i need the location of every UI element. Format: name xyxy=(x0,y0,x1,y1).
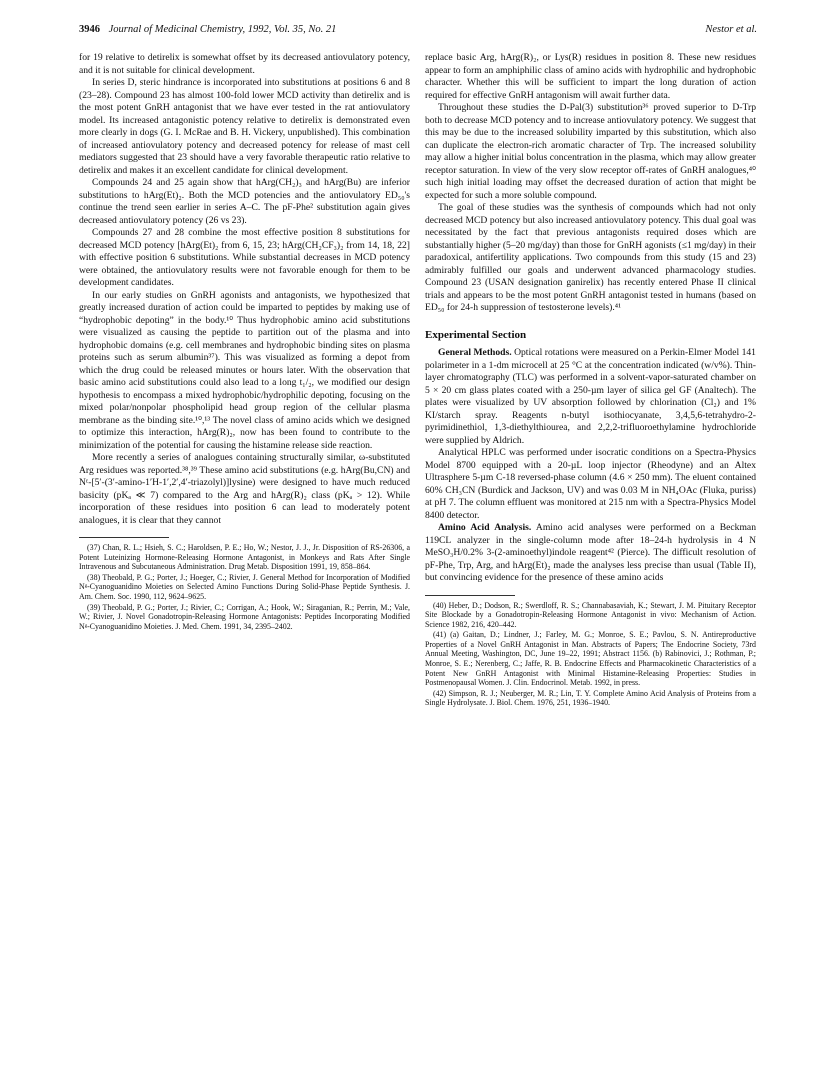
body-paragraph: More recently a series of analogues containing structurally similar, ω-substituted Arg residues was reported.³⁸,³⁹ These amino acid substitutions (e.g. hArg(Bu,CN) and Nᵋ-[5′-(3′-amino-1′H-1′,2′,4′-triazolyl)]lysine) were designed to have much reduced basicity (pKₐ ≪ 7) compared to the Arg and hArg(R)₂ class (pKₐ > 12). While incorporation of these residues into position 6 can lead to moderately potent analogues, it is clear that they cannot xyxy=(79,452,410,526)
body-paragraph: Compounds 27 and 28 combine the most effective position 8 substitutions for decreased MCD potency [hArg(Et)₂ from 6, 15, 23; hArg(CH₂CF₃)₂ from 14, 18, 22] with effective position 6 substitutions. While substantial decreases in MCD potency were obtained, the antiovulatory results were not favorable enough for them to be development candidates. xyxy=(79,227,410,288)
body-paragraph: replace basic Arg, hArg(R)₂, or Lys(R) residues in position 8. These new residues appear to form an amphiphilic class of amino acids with hydrophilic and hydrophobic character. Whether this will be sufficient to impart the long duration of action required for effective GnRH antagonism will await further data. xyxy=(425,52,756,101)
right-column xyxy=(425,52,756,709)
reference-list xyxy=(425,601,756,709)
run-in-heading: Amino Acid Analysis. xyxy=(438,522,532,533)
reference-item: (41) (a) Gaitan, D.; Lindner, J.; Farley, M. G.; Monroe, S. E.; Pavlou, S. N. Antireproductive Properties of a Novel GnRH Antagonist in Man. Abstracts of Papers; The Endocrine Society, 73rd Annual Meeting, Washington, DC, June 19–22, 1991; Abstract 1156. (b) Rabinovici, J.; Rothman, P.; Monroe, S. E.; Nerenberg, C.; Jaffe, R. B. Endocrine Effects and Pharmacokinetic Characteristics of a Potent New GnRH Antagonist with Minimal Histamine-Releasing Properties: Studies in Postmenopausal Women. J. Clin. Endocrinol. Metab. 1992, in press. xyxy=(425,630,756,688)
running-authors: Nestor et al. xyxy=(705,24,757,35)
reference-item: (42) Simpson, R. J.; Neuberger, M. R.; Lin, T. Y. Complete Amino Acid Analysis of Proteins from a Single Hydrolysate. J. Biol. Chem. 1976, 251, 1936–1940. xyxy=(425,688,756,708)
footnote-rule xyxy=(425,595,515,596)
reference-item: (40) Heber, D.; Dodson, R.; Swerdloff, R. S.; Channabasaviah, K.; Stewart, J. M. Pituitary Receptor Site Blockade by a Gonadotropin-Releasing Hormone Antagonist in vivo: Mechanism of Action. Science 1982, 216, 420–442. xyxy=(425,600,756,629)
left-column xyxy=(79,52,410,632)
body-paragraph xyxy=(425,347,756,447)
body-paragraph: Compounds 24 and 25 again show that hArg(CH₂)₃ and hArg(Bu) are inferior substitutions to hArg(Et)₂. Both the MCD potencies and the antiovulatory ED₅₀'s continue the trend seen earlier in series A–C. The pF-Phe² substitution again gives decreased antiovulatory potency (26 vs 23). xyxy=(79,177,410,226)
body-paragraph: Throughout these studies the D-Pal(3) substitution³⁶ proved superior to D-Trp both to decrease MCD potency and to increase antiovulatory potency. We suggest that this may be due to the increased solubility imparted by this substitution, which also can duplicate the electron-rich aromatic character of Trp. The increased solubility may allow a higher initial bolus concentration in the plasma, which may allow greater receptor saturation. In view of the very slow receptor off-rates of GnRH analogues,⁴⁰ such high initial loading may offset the decreased duration of action that might be expected for such a more soluble compound. xyxy=(425,102,756,201)
body-paragraph: Analytical HPLC was performed under isocratic conditions on a Spectra-Physics Model 8700 equipped with a 20-µL loop injector (Rheodyne) and an Altex Ultrasphere 5-µm C-18 reversed-phase column (4.6 × 250 mm). The eluent contained 60% CH₃CN (Burdick and Jackson, UV) and was 0.03 M in NH₄OAc (Fluka, puriss) at pH 7. The column effluent was monitored at 215 nm with a Spectra-Physics Model 8400 detector. xyxy=(425,447,756,521)
page-number: 3946 xyxy=(79,24,100,35)
body-paragraph xyxy=(425,522,756,585)
footnote-rule xyxy=(79,537,169,538)
body-paragraph: In our early studies on GnRH agonists and antagonists, we hypothesized that greatly increased duration of action could be imparted to peptides by making use of “hydrophobic depoting” in the body.¹⁰ Thus hydrophobic amino acid substitutions were visualized as causing the peptide to partition out of the plasma and into hydrophobic domains (e.g. cell membranes and hydrophobic binding sites on plasma proteins such as serum albumin³⁷). This was visualized as forming a depot from which the drug could be released minutes or hours later. With the observation that basic amino acid substitutions could also lead to a long t₁/₂, we modified our design hypothesis to encompass a mixed hydrophobic/hydrophilic depoting, focusing on the mixed polar/nonpolar phospholipid head group region of the cellular plasma membrane as the binding site.¹⁰,¹³ The novel class of amino acids which we designed to optimize this interaction, hArg(R)₂, now has been found to contribute to the minimization of the potential for causing the histamine release side reaction. xyxy=(79,289,410,451)
paragraph-text: Amino acid analyses were performed on a Beckman 119CL analyzer in the single-column mode after 18–24-h hydrolysis in 4 N MeSO₃H/0.2% 3-(2-aminoethyl)indole reagent⁴² (Pierce). The difficult resolution of pF-Phe, Trp, Arg, and hArg(Et)₂ made the analyses less precise than usual (Table II), but convincing evidence for the presence of these amino acids xyxy=(425,522,756,583)
reference-item: (38) Theobald, P. G.; Porter, J.; Hoeger, C.; Rivier, J. General Method for Incorporation of Modified Nᵍ-Cyanoguanidino Moieties on Selected Amino Functions During Solid-Phase Peptide Synthesis. J. Am. Chem. Soc. 1990, 112, 9624–9625. xyxy=(79,572,410,601)
run-in-heading: General Methods. xyxy=(438,347,512,358)
paragraph-text: Optical rotations were measured on a Perkin-Elmer Model 141 polarimeter in a 1-dm microcell at 25 °C at the concentration indicated (w/v%). Thin-layer chromatography (TLC) was performed in a solvent-vapor-saturated chamber on 5 × 20 cm glass plates coated with a 250-µm layer of silica gel GF (Analtech). The plates were visualized by UV absorption followed by chlorination (Cl₂) and 1% KI/starch spray. Reagents n-butyl isothiocyanate, 3,4,5,6-tetrahydro-2-pyrimidinethiol, 1,3-diethylthiourea, and 2,2,2-trifluoroethylamine hydrochloride were supplied by Aldrich. xyxy=(425,347,756,446)
body-paragraph: for 19 relative to detirelix is somewhat offset by its decreased antiovulatory potency, and it is not suitable for clinical development. xyxy=(79,52,410,76)
body-paragraph: The goal of these studies was the synthesis of compounds which had not only decreased MCD potency but also increased antiovulatory potency. This dual goal was necessitated by the fact that previous antagonists required doses which are substantially higher (5–20 mg/day) than those for GnRH agonists (≤1 mg/day) in their paradoxical, antifertility applications. Two compounds from this study (15 and 23) admirably fulfilled our goals and underwent advanced pharmacology studies. Compound 23 (USAN designation ganirelix) has recently entered Phase II clinical trials and appears to be the most potent GnRH antagonist tested in humans (based on ED₅₀ for 24-h suppression of testosterone levels).⁴¹ xyxy=(425,202,756,313)
reference-item: (37) Chan, R. L.; Hsieh, S. C.; Haroldsen, P. E.; Ho, W.; Nestor, J. J., Jr. Disposition of RS-26306, a Potent Luteinizing Hormone-Releasing Hormone Antagonist, in Monkeys and Rats After Single Intravenous and Subcutaneous Administration. Drug Metab. Disposition 1991, 19, 858–864. xyxy=(79,543,410,572)
running-header xyxy=(79,24,757,42)
reference-list xyxy=(79,543,410,631)
body-paragraph: In series D, steric hindrance is incorporated into substitutions at positions 6 and 8 (23–28). Compound 23 has almost 100-fold lower MCD activity than detirelix and is the most potent GnRH antagonist that we have ever tested in the rat antiovulatory model. Its increased antagonistic potency relative to detirelix is demonstrated even more clearly in dogs (G. I. McRae and B. H. Vickery, unpublished). This combination of increased antiovulatory potency and decreased potency for release of mast cell mediators suggested that 23 should have a very favorable therapeutic ratio relative to detirelix and makes it an excellent candidate for clinical development. xyxy=(79,77,410,176)
section-heading: Experimental Section xyxy=(425,328,527,341)
reference-item: (39) Theobald, P. G.; Porter, J.; Rivier, C.; Corrigan, A.; Hook, W.; Siraganian, R.; Perrin, M.; Vale, W.; Rivier, J. Novel Gonadotropin-Releasing Hormone Antagonists: Peptides Incorporating Modified Nᵍ-Cyanoguanidino Moieties. J. Med. Chem. 1991, 34, 2395–2402. xyxy=(79,602,410,631)
journal-citation: Journal of Medicinal Chemistry, 1992, Vol. 35, No. 21 xyxy=(108,24,337,35)
